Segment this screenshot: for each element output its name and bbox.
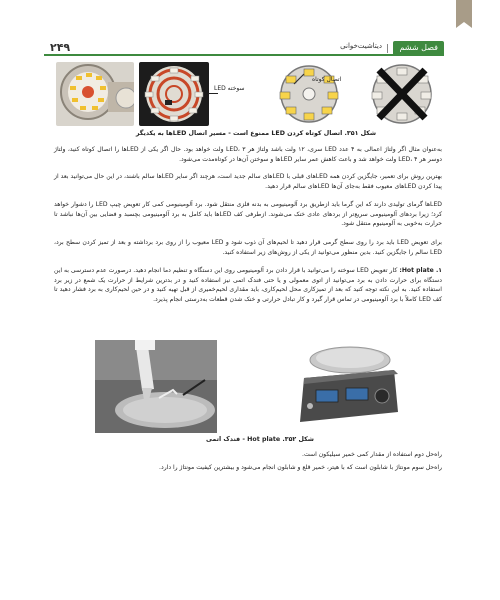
label-short-connection: اتصال کوتاه (312, 76, 342, 83)
book-title: دیتاشیت‌خوانی (340, 42, 382, 50)
page-number: ۲۴۹ (50, 41, 71, 54)
paragraph-6: راه‌حل دوم استفاده از مقدار کمی خمیر سیلیکون است. (302, 451, 442, 458)
hot-plate-photo (294, 340, 402, 433)
bookmark-tab (456, 0, 472, 22)
hot-plate-lead: ۱. Hot plate: (397, 267, 442, 274)
paragraph-7: راه‌حل سوم مونتاژ با شابلون است که با هیتر، خمیر قلع و شابلون انجام می‌شود و بیشترین کیفیت مونتاژ را دارد. (159, 464, 442, 471)
header-separator (387, 44, 388, 53)
paragraph-5-text: کار تعویض LED سوخته را می‌توانید با قرار دادن برد آلومینیومی روی این دستگاه و تنظیم دما انجام دهید. درصورت عدم دسترسی به این دستگاه برای حرارت دادن به برد می‌توانید از اتوی معمولی و یا حتی فندک اتمی نیز استفاده کنید و در بدترین شرایط از حرارت یک شمع در زیر برد استفاده کنید. به این نکته توجه کنید که بعد از تمیزکاری محل لحیم‌کاری، باید مقداری لحیم‌خمیری از قبل تهیه کنید و در حین لحیم‌کاری به برد فشار دهید تا کف LED کاملاً با برد آلومینیومی در تماس قرار گیرد و کار تبادل حرارتی و خنک شدن قطعات به‌درستی انجام پذیرد. (54, 267, 442, 303)
paragraph-3: LEDها گرمای تولیدی دارند که این گرما باید ازطریق برد آلومینیومی به بدنه فلزی منتقل شود. برد آلومینیومی کمی کار تعویض چیپ LED را دشوار خواهد کرد؛ زیرا بردهای آلومینیومی سریع‌تر از بردهای عادی خنک می‌شوند. ازطرفی کف LEDها باید کامل به برد آلومینیومی بچسبد و فضایی بین آن‌ها نباشد تا حرارت به‌خوبی به آلومینیوم منتقل شود. (54, 201, 442, 228)
burnt-led-board-photo (139, 62, 209, 126)
torch-lighter-photo (95, 340, 217, 433)
paragraph-4: برای تعویض LED باید برد را روی سطح گرمی قرار دهید تا لحیم‌های آن ذوب شود و LED معیوب را از روی برد برداشته و بعد از تمیز کردن سطح برد، LED سالم را جایگزین کنید. بدین منظور می‌توانید از یکی از روش‌های زیر استفاده کنید. (54, 239, 443, 256)
shorted-led-board-photo (274, 62, 344, 126)
led-bulb-photo (56, 62, 134, 126)
page-header (44, 41, 444, 56)
figure-351-caption: شکل ۳۵۱. اتصال کوتاه کردن LED ممنوع است - مسیر اتصال LEDها به یکدیگر (135, 130, 377, 137)
figure-351 (56, 62, 441, 126)
figure-352-caption: شکل ۳۵۲. Hot plate - فندک اتمی (206, 436, 314, 443)
label-burnt-led-arrow (208, 93, 218, 94)
paragraph-2: بهترین روش برای تعمیر، جایگزین کردن همه LEDهای قبلی با LEDهای سالم جدید است، هرچند اگر سایر LEDها سالم باشند، در این حال می‌توانید بعد از پیدا کردن LEDهای معیوب فقط به‌جای آن‌ها LEDهای سالم قرار دهید. (54, 173, 442, 190)
paragraph-5 (54, 266, 442, 304)
chapter-label: فصل ششم (393, 41, 444, 54)
paragraph-1: به‌عنوان مثال اگر ولتاژ اعمالی به ۴ عدد LED سری، ۱۲ ولت باشد ولتاژ هر LED، ۳ ولت خواهد بود. حال اگر یکی از LEDها را اتصال کوتاه کنید، ولتاژ دوسر هر LED، ۴ ولت خواهد شد و باعث کاهش عمر سایر LEDها و سوختن آن‌ها در کوتاه‌مدت می‌شود. (54, 146, 442, 163)
header-rule (44, 54, 444, 56)
crossed-led-board-photo (363, 62, 441, 126)
label-burnt-led: LED سوخته (214, 85, 245, 92)
